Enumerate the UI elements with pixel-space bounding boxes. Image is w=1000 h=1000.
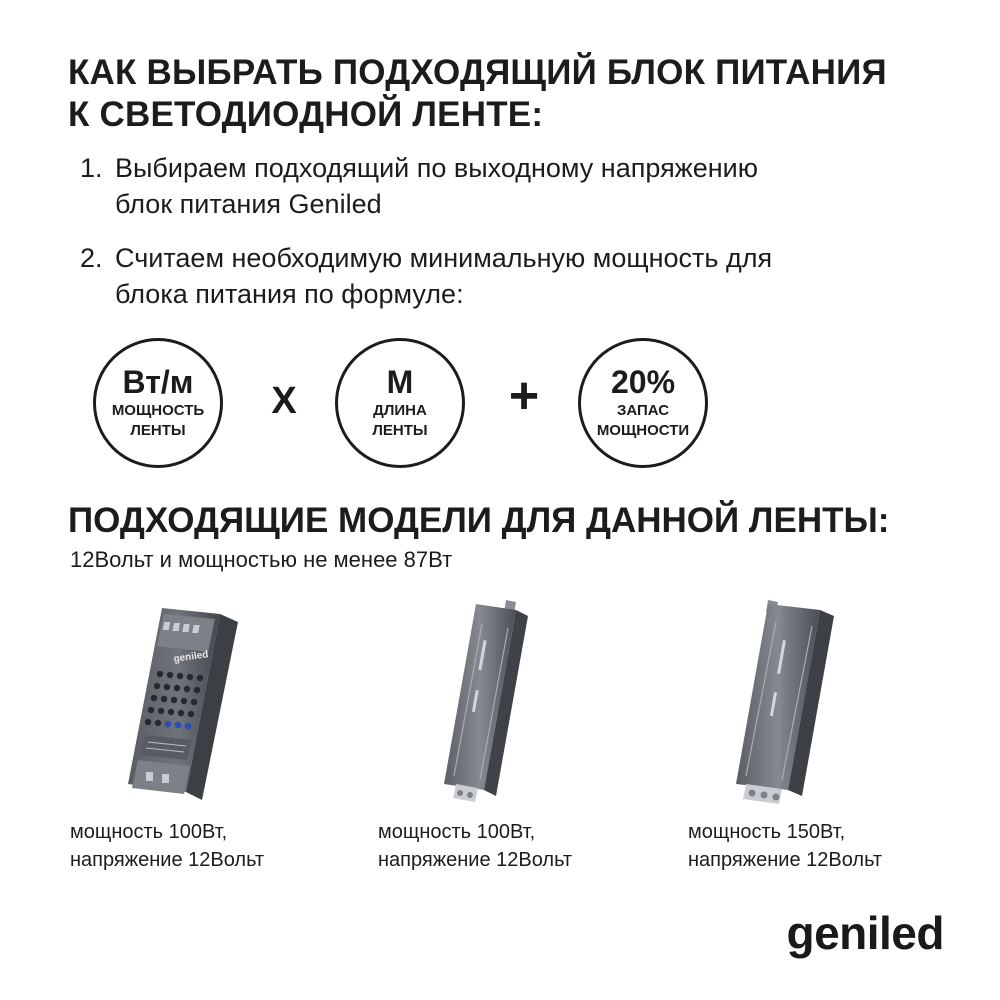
formula-term-value: 20% <box>610 364 676 400</box>
product-caption <box>688 818 948 874</box>
models-title: ПОДХОДЯЩИЕ МОДЕЛИ ДЛЯ ДАННОЙ ЛЕНТЫ: <box>68 501 890 540</box>
page-title-line-1: КАК ВЫБРАТЬ ПОДХОДЯЩИЙ БЛОК ПИТАНИЯ <box>68 53 887 92</box>
product-caption <box>70 818 330 874</box>
step-text-line: блок питания Geniled <box>115 189 382 219</box>
formula-term-label <box>372 401 427 441</box>
step-text <box>115 150 940 222</box>
steps-list <box>80 150 940 330</box>
step-text <box>115 240 940 312</box>
product-power: мощность 100Вт, <box>70 821 228 843</box>
product-caption <box>378 818 638 874</box>
formula-term-label-line: ДЛИНА <box>373 402 427 419</box>
formula-term-reserve <box>578 338 708 468</box>
product-power: мощность 100Вт, <box>378 821 536 843</box>
product-card[interactable] <box>70 600 330 890</box>
product-card[interactable] <box>688 600 948 890</box>
product-voltage: напряжение 12Вольт <box>70 849 265 871</box>
step-number: 2. <box>80 243 103 273</box>
formula-term-label-line: ЗАПАС <box>616 402 670 419</box>
formula-term-label <box>597 401 689 441</box>
product-voltage: напряжение 12Вольт <box>688 849 883 871</box>
step-text-line: Выбираем подходящий по выходному напряжению <box>115 153 759 183</box>
formula-term-label-line: ЛЕНТЫ <box>372 422 428 439</box>
formula-term-label <box>112 401 204 441</box>
models-subtitle: 12Вольт и мощностью не менее 87Вт <box>70 547 453 572</box>
step-number: 1. <box>80 153 103 183</box>
power-formula <box>0 338 1000 473</box>
power-supply-perforated-image <box>70 600 270 810</box>
product-card[interactable] <box>378 600 638 890</box>
step-text-line: Считаем необходимую минимальную мощность для <box>115 243 773 273</box>
step-item <box>80 240 940 312</box>
formula-term-value: Вт/м <box>122 364 194 400</box>
power-supply-sealed-image <box>378 600 578 810</box>
formula-term-label-line: ЛЕНТЫ <box>130 422 186 439</box>
product-power: мощность 150Вт, <box>688 821 846 843</box>
plus-operator: + <box>508 367 540 425</box>
formula-term-label-line: МОЩНОСТЬ <box>111 402 205 419</box>
product-voltage: напряжение 12Вольт <box>378 849 573 871</box>
formula-term-label-line: МОЩНОСТИ <box>596 422 690 439</box>
formula-term-power-per-meter <box>93 338 223 468</box>
formula-term-value: М <box>386 364 414 400</box>
power-supply-sealed-wide-image <box>688 600 888 810</box>
page-title <box>68 52 928 136</box>
formula-term-length <box>335 338 465 468</box>
step-text-line: блока питания по формуле: <box>115 279 464 309</box>
multiply-operator: Х <box>271 380 297 422</box>
device-brand-mark: geniled <box>172 649 210 665</box>
page-title-line-2: К СВЕТОДИОДНОЙ ЛЕНТЕ: <box>68 95 544 134</box>
step-item <box>80 150 940 222</box>
brand-logo: geniled <box>786 907 944 959</box>
